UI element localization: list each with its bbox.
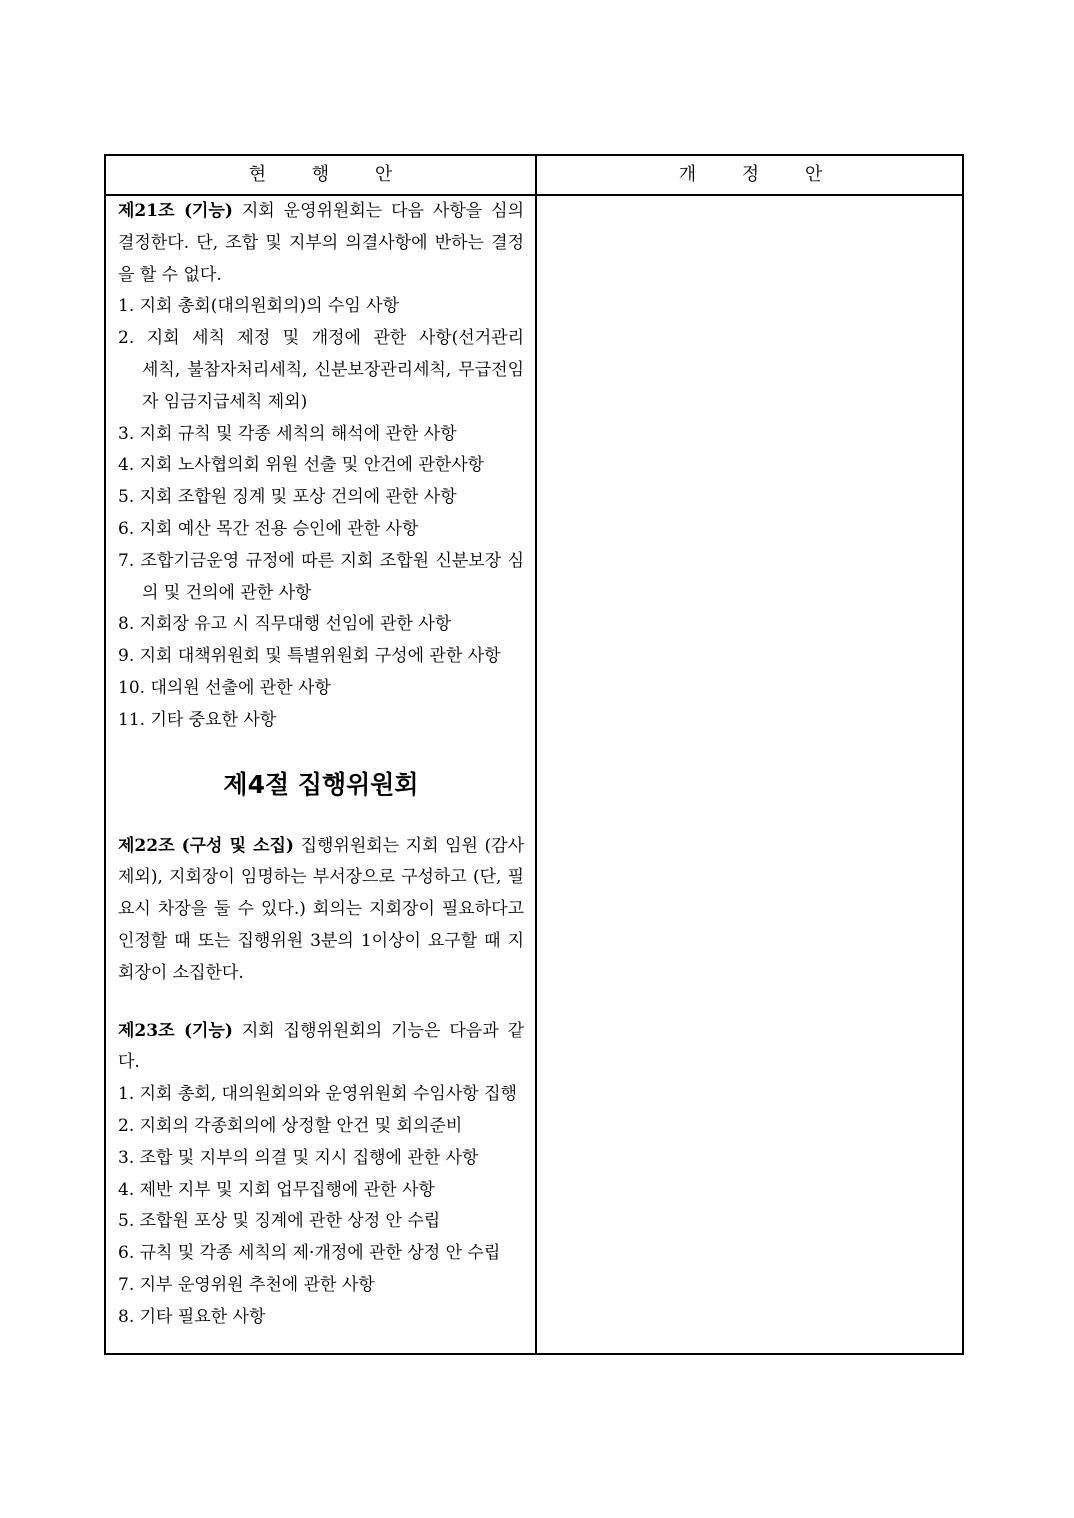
art21-item: 2. 지회 세칙 제정 및 개정에 관한 사항(선거관리 [118,328,524,349]
art23-item: 1. 지회 총회, 대의원회의와 운영위원회 수임사항 집행 [118,1084,517,1105]
art21-item-cont: 세칙, 불참자처리세칙, 신분보장관리세칙, 무급전임 [142,359,524,380]
header-revised: 개 정 안 [678,164,823,185]
art21-item: 7. 조합기금운영 규정에 따른 지회 조합원 신분보장 심 [118,550,524,571]
current-text-column [118,196,524,1334]
art21-item: 1. 지회 총회(대의원회의)의 수임 사항 [118,296,400,317]
art22-line5: 회장이 소집한다. [118,962,244,983]
section-heading: 제4절 집행위원회 [223,769,419,799]
art23-title: 제23조 (기능) [118,1020,233,1041]
art21-item: 10. 대의원 선출에 관한 사항 [118,677,331,698]
art21-item: 3. 지회 규칙 및 각종 세칙의 해석에 관한 사항 [118,423,457,444]
art21-item: 11. 기타 중요한 사항 [118,709,277,730]
art22-line2: 제외), 지회장이 임명하는 부서장으로 구성하고 (단, 필 [118,867,524,888]
art21-intro-line3: 을 할 수 없다. [118,264,222,285]
art21-intro-line2: 결정한다. 단, 조합 및 지부의 의결사항에 반하는 결정 [118,232,524,253]
art23-item: 7. 지부 운영위원 추천에 관한 사항 [118,1274,375,1295]
art23-item: 8. 기타 필요한 사항 [118,1306,266,1327]
art23-item: 3. 조합 및 지부의 의결 및 지시 집행에 관한 사항 [118,1147,479,1168]
art21-item-cont: 자 임금지급세칙 제외) [142,391,308,412]
art23-item: 4. 제반 지부 및 지회 업무집행에 관한 사항 [118,1179,435,1200]
column-divider [535,156,537,1353]
art21-item: 9. 지회 대책위원회 및 특별위원회 구성에 관한 사항 [118,646,501,667]
spacer [118,990,524,1016]
art21-item-cont: 의 및 건의에 관한 사항 [142,582,312,603]
art21-item: 8. 지회장 유고 시 직무대행 선임에 관한 사항 [118,614,452,635]
art21-title: 제21조 (기능) [118,201,233,221]
art23-line2: 다. [118,1052,140,1073]
art22-line3: 요시 차장을 둘 수 있다.) 회의는 지회장이 필요하다고 [118,899,524,920]
art23-line1: 제23조 (기능) 지회 집행위원회의 기능은 다음과 같 [118,1020,524,1041]
art21-item: 4. 지회 노사협의회 위원 선출 및 안건에 관한사항 [118,455,485,476]
art23-item: 6. 규칙 및 각종 세칙의 제·개정에 관한 상정 안 수립 [118,1243,501,1264]
art22-line1: 제22조 (구성 및 소집) 집행위원회는 지회 임원 (감사 [118,835,524,856]
art23-item: 2. 지회의 각종회의에 상정할 안건 및 회의준비 [118,1115,463,1136]
art21-item: 5. 지회 조합원 징계 및 포상 건의에 관한 사항 [118,487,457,508]
art22-title: 제22조 (구성 및 소집) [118,835,294,856]
header-current: 현 행 안 [248,164,393,185]
table-header [106,156,962,196]
art21-intro-line1: 제21조 (기능) 지회 운영위원회는 다음 사항을 심의 [118,201,524,221]
art22-line4: 인정할 때 또는 집행위원 3분의 1이상이 요구할 때 지 [118,930,524,951]
art21-item: 6. 지회 예산 목간 전용 승인에 관한 사항 [118,518,419,539]
comparison-table [104,154,964,1355]
art23-item: 5. 조합원 포상 및 징계에 관한 상정 안 수립 [118,1211,441,1232]
